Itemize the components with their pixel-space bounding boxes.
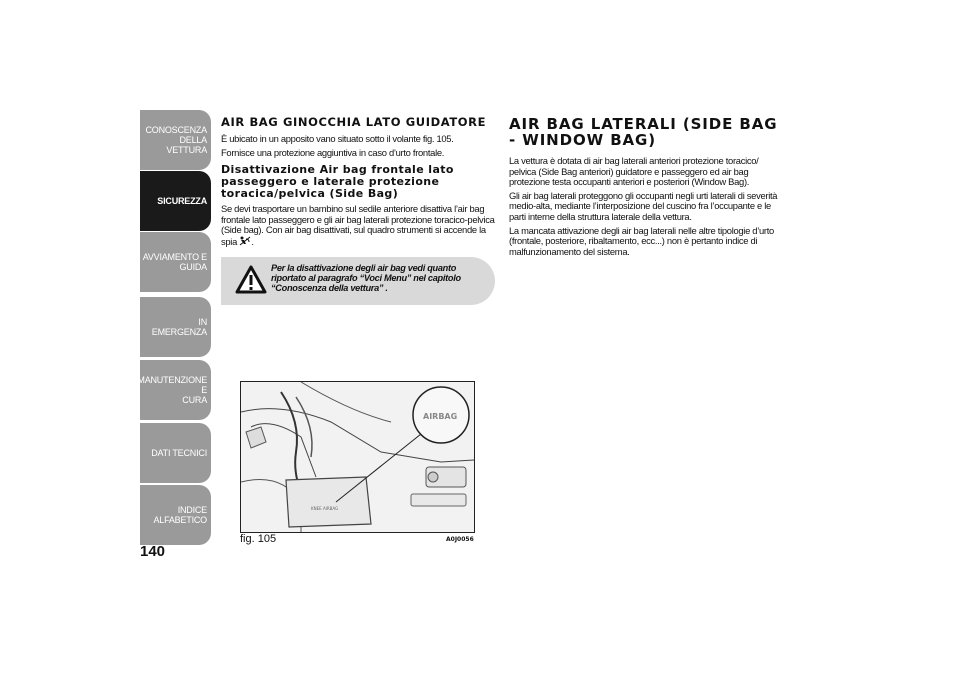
figure-knee-airbag xyxy=(240,381,475,533)
warning-box xyxy=(221,257,495,305)
knee-airbag-panel-label: KNEE AIRBAG xyxy=(311,506,339,511)
paragraph-end: . xyxy=(251,235,254,247)
tab-indice-alfabetico[interactable]: INDICE ALFABETICO xyxy=(140,485,211,545)
warning-text: Per la disattivazione degli air bag vedi quanto riportato al paragrafo “Voci Menu” nel capitolo “Conoscenza della vettura” . xyxy=(271,262,461,294)
right-column xyxy=(509,116,779,260)
tab-avviamento-e-guida[interactable]: AVVIAMENTO E GUIDA xyxy=(140,232,211,292)
page-number: 140 xyxy=(140,543,166,560)
tab-in-emergenza[interactable]: IN EMERGENZA xyxy=(140,297,211,357)
tab-manutenzione-e-cura[interactable]: MANUTENZIONE E CURA xyxy=(140,360,211,420)
paragraph: La mancata attivazione degli air bag laterali nelle altre tipologie d’urto (frontale, posteriore, ribaltamento, ecc...) non è pertanto indice di malfunzionamento del sistema. xyxy=(509,224,774,257)
paragraph: È ubicato in un apposito vano situato sotto il volante fig. 105. xyxy=(221,133,454,144)
paragraph: Fornisce una protezione aggiuntiva in caso d’urto frontale. xyxy=(221,146,445,158)
paragraph-text: Se devi trasportare un bambino sul sedile anteriore disattiva l’air bag frontale lato passeggero e gli air bag laterali protezione toracico-pelvica (Side bag). Con air bag disattivati, sul quadro strumenti si accende la spia xyxy=(221,203,495,247)
warning-triangle-icon xyxy=(235,265,267,295)
left-column xyxy=(221,116,495,305)
figure-caption: fig. 105 xyxy=(240,533,277,545)
section-title-side-airbag: AIR BAG LATERALI (SIDE BAG - WINDOW BAG) xyxy=(509,115,778,149)
figure-code: A0J0056 xyxy=(446,536,474,543)
tab-conoscenza-della-vettura[interactable]: CONOSCENZA DELLA VETTURA xyxy=(140,110,211,170)
paragraph xyxy=(221,204,495,247)
paragraph: La vettura è dotata di air bag laterali anteriori protezione toracico/ pelvica (Side Bag anteriori) guidatore e passeggero ed air bag protezione testa occupanti anteriori e posteriori (Window Bag). xyxy=(509,155,759,188)
section-title-knee-airbag: AIR BAG GINOCCHIA LATO GUIDATORE xyxy=(221,115,487,129)
airbag-badge-text: AIRBAG xyxy=(423,412,458,421)
knee-airbag-illustration xyxy=(241,382,474,532)
airbag-off-indicator-icon xyxy=(239,235,254,247)
paragraph: Gli air bag laterali proteggono gli occupanti negli urti laterali di severità medio-alta, mediante l’interposizione del cuscino fra l’occupante e le parti interne della struttura laterale della vettura. xyxy=(509,189,778,222)
tab-sicurezza[interactable]: SICUREZZA xyxy=(140,171,211,231)
tab-dati-tecnici[interactable]: DATI TECNICI xyxy=(140,423,211,483)
section-title-deactivation: Disattivazione Air bag frontale lato passeggero e laterale protezione toracica/pelvica (Side Bag) xyxy=(221,163,454,201)
